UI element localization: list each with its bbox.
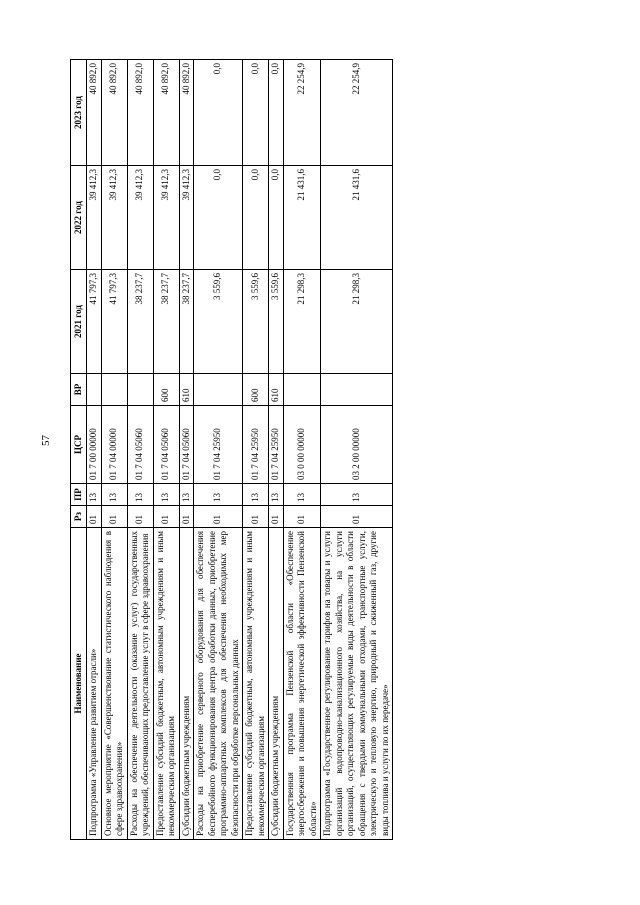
row-2021: 21 298,3	[283, 270, 321, 374]
row-rz: 01	[321, 506, 393, 528]
header-rz: Рз	[71, 506, 87, 528]
row-2023: 40 892,0	[179, 60, 194, 166]
table-row	[179, 60, 194, 840]
row-vr	[283, 374, 321, 406]
row-2021: 41 797,3	[87, 270, 102, 374]
row-vr: 600	[153, 374, 179, 406]
row-2022: 21 431,6	[321, 166, 393, 270]
row-2022: 0,0	[243, 166, 269, 270]
row-2021: 3 559,6	[194, 270, 243, 374]
row-2021: 38 237,7	[179, 270, 194, 374]
row-name: Субсидии бюджетным учреждениям	[179, 528, 194, 840]
table-row	[87, 60, 102, 840]
row-pr: 13	[127, 484, 153, 506]
row-pr: 13	[194, 484, 243, 506]
row-2022: 39 412,3	[153, 166, 179, 270]
row-vr: 610	[179, 374, 194, 406]
row-csr: 01 7 04 05060	[153, 406, 179, 484]
row-pr: 13	[283, 484, 321, 506]
row-2021: 38 237,7	[153, 270, 179, 374]
row-vr	[127, 374, 153, 406]
header-csr: ЦСР	[71, 406, 87, 484]
row-rz: 01	[269, 506, 284, 528]
table-row	[269, 60, 284, 840]
row-rz: 01	[179, 506, 194, 528]
row-vr	[321, 374, 393, 406]
row-pr: 13	[179, 484, 194, 506]
row-csr: 03 2 00 00000	[321, 406, 393, 484]
row-2022: 39 412,3	[179, 166, 194, 270]
row-name: Предоставление субсидий бюджетным, автономным учреждениям и иным некоммерческим организациям	[153, 528, 179, 840]
row-name: Основное мероприятие «Совершенствование статистического наблюдения в сфере здравоохранения»	[101, 528, 127, 840]
row-vr: 610	[269, 374, 284, 406]
header-2022: 2022 год	[71, 166, 87, 270]
row-2023: 40 892,0	[87, 60, 102, 166]
table-row	[194, 60, 243, 840]
row-csr: 01 7 04 25950	[194, 406, 243, 484]
row-csr: 01 7 04 05060	[127, 406, 153, 484]
table-row	[283, 60, 321, 840]
row-2022: 21 431,6	[283, 166, 321, 270]
row-2023: 0,0	[194, 60, 243, 166]
row-csr: 01 7 04 25950	[243, 406, 269, 484]
header-2023: 2023 год	[71, 60, 87, 166]
row-vr	[87, 374, 102, 406]
row-csr: 01 7 04 25950	[269, 406, 284, 484]
row-name: Подпрограмма «Управление развитием отрасли»	[87, 528, 102, 840]
table-row	[321, 60, 393, 840]
row-name: Субсидии бюджетным учреждениям	[269, 528, 284, 840]
header-name: Наименование	[71, 528, 87, 840]
row-csr: 01 7 04 05060	[179, 406, 194, 484]
row-name: Предоставление субсидий бюджетным, автономным учреждениям и иным некоммерческим организациям	[243, 528, 269, 840]
row-2022: 39 412,3	[127, 166, 153, 270]
row-vr: 600	[243, 374, 269, 406]
row-2023: 0,0	[243, 60, 269, 166]
row-name: Расходы на обеспечение деятельности (оказание услуг) государственных учреждений, обеспечивающих предоставление услуг в сфере здравоохранения	[127, 528, 153, 840]
row-vr	[101, 374, 127, 406]
row-csr: 01 7 04 00000	[101, 406, 127, 484]
row-vr	[194, 374, 243, 406]
rotated-table-container	[70, 60, 630, 840]
row-2021: 3 559,6	[243, 270, 269, 374]
row-2021: 41 797,3	[101, 270, 127, 374]
table-row	[127, 60, 153, 840]
header-2021: 2021 год	[71, 270, 87, 374]
row-rz: 01	[87, 506, 102, 528]
row-2022: 39 412,3	[101, 166, 127, 270]
row-2022: 39 412,3	[87, 166, 102, 270]
header-pr: ПР	[71, 484, 87, 506]
row-rz: 01	[283, 506, 321, 528]
row-2023: 22 254,9	[321, 60, 393, 166]
table-header-row	[71, 60, 87, 840]
row-name: Подпрограмма «Государственное регулирование тарифов на товары и услуги организаций водопроводно-канализационного хозяйства, на услуги организаций, осуществляющих регулируемые виды деятельности в области обращения с твердыми коммунальными отходами, транспортные услуги, электрическую и тепловую энергию, природный и сжиженный газ, другие виды топлива и услуги по их передаче»	[321, 528, 393, 840]
row-2021: 21 298,3	[321, 270, 393, 374]
row-2023: 22 254,9	[283, 60, 321, 166]
table-row	[243, 60, 269, 840]
row-2021: 38 237,7	[127, 270, 153, 374]
row-name: Государственная программа Пензенской области «Обеспечение энергосбережения и повышения энергетической эффективности Пензенской области»	[283, 528, 321, 840]
row-2022: 0,0	[269, 166, 284, 270]
row-rz: 01	[101, 506, 127, 528]
row-rz: 01	[127, 506, 153, 528]
table-row	[101, 60, 127, 840]
row-pr: 13	[269, 484, 284, 506]
row-2023: 40 892,0	[101, 60, 127, 166]
row-pr: 13	[243, 484, 269, 506]
row-pr: 13	[321, 484, 393, 506]
budget-table	[70, 59, 393, 840]
page-number: 57	[40, 435, 52, 446]
row-2023: 40 892,0	[153, 60, 179, 166]
row-rz: 01	[194, 506, 243, 528]
header-vr: ВР	[71, 374, 87, 406]
row-pr: 13	[101, 484, 127, 506]
table-body	[87, 60, 393, 840]
row-pr: 13	[87, 484, 102, 506]
row-rz: 01	[153, 506, 179, 528]
row-csr: 01 7 00 00000	[87, 406, 102, 484]
row-csr: 03 0 00 00000	[283, 406, 321, 484]
row-2022: 0,0	[194, 166, 243, 270]
row-2023: 0,0	[269, 60, 284, 166]
row-pr: 13	[153, 484, 179, 506]
row-rz: 01	[243, 506, 269, 528]
row-2023: 40 892,0	[127, 60, 153, 166]
table-row	[153, 60, 179, 840]
row-name: Расходы на приобретение серверного оборудования для обеспечения бесперебойного функционирования центра обработки данных, приобретение программно-аппаратных комплексов для обеспечения необходимых мер безопасности при обработке персональных данных	[194, 528, 243, 840]
row-2021: 3 559,6	[269, 270, 284, 374]
